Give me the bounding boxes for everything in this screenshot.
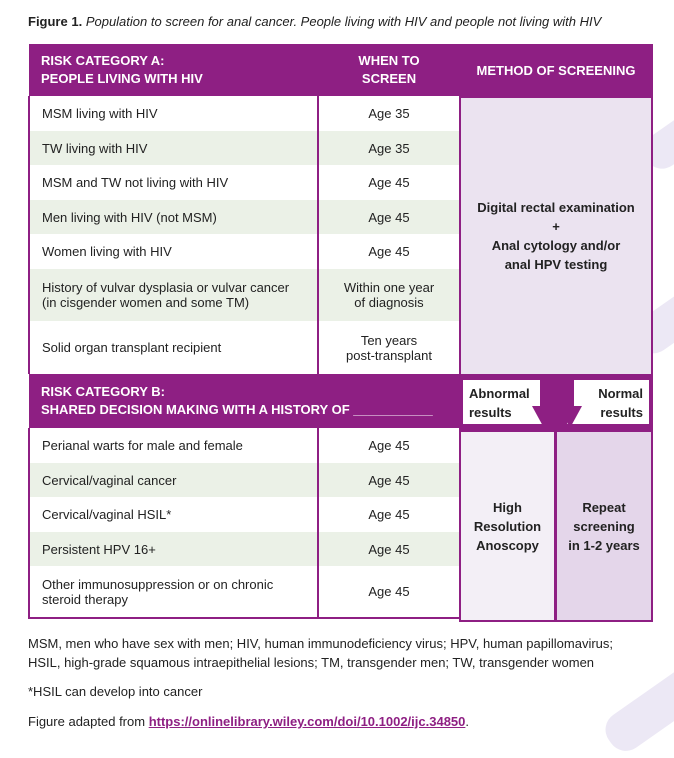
- action-line: in 1-2 years: [568, 537, 640, 553]
- category-b-subtitle: SHARED DECISION MAKING WITH A HISTORY OF ___________: [41, 402, 433, 417]
- abnormal-line: results: [469, 405, 512, 420]
- when-line: post-transplant: [346, 347, 432, 363]
- table-row: [29, 321, 460, 374]
- when-cell: Age 45: [318, 497, 460, 532]
- abnormal-line: Abnormal: [469, 386, 530, 401]
- population-cell: MSM living with HIV: [29, 96, 318, 131]
- normal-line: Normal: [598, 386, 643, 401]
- category-a-subtitle: PEOPLE LIVING WITH HIV: [41, 71, 203, 86]
- when-line: Within one year: [343, 280, 435, 295]
- population-cell: Cervical/vaginal HSIL*: [29, 497, 318, 532]
- population-cell: Women living with HIV: [29, 234, 318, 269]
- when-cell: Age 45: [318, 428, 460, 463]
- normal-line: results: [600, 405, 643, 420]
- when-line: Ten years: [360, 332, 418, 348]
- population-cell: MSM and TW not living with HIV: [29, 165, 318, 200]
- when-header: WHEN TO: [358, 53, 420, 68]
- action-line: Anoscopy: [476, 537, 539, 553]
- population-cell: Persistent HPV 16+: [29, 532, 318, 566]
- method-plus: +: [552, 219, 560, 234]
- population-cell: TW living with HIV: [29, 131, 318, 165]
- table-row: [29, 463, 460, 497]
- population-line: (in cisgender women and some TM): [42, 295, 250, 310]
- screening-figure: [28, 44, 653, 622]
- source-suffix: .: [465, 714, 470, 729]
- population-cell: [29, 566, 318, 618]
- action-line: High: [493, 499, 522, 515]
- method-line: Digital rectal examination: [477, 200, 635, 215]
- category-b-header: [29, 374, 460, 428]
- source-note: [28, 712, 469, 731]
- screening-table: [28, 44, 461, 619]
- when-cell: Age 35: [318, 131, 460, 165]
- abbreviations-line: MSM, men who have sex with men; HIV, human immunodeficiency virus; HPV, human papillomavirus;: [28, 636, 614, 651]
- when-cell: Age 45: [318, 200, 460, 234]
- table-row: [29, 200, 460, 234]
- when-cell: Age 45: [318, 463, 460, 497]
- category-b-title: RISK CATEGORY B:: [41, 384, 165, 399]
- action-line: screening: [573, 518, 635, 534]
- table-row: [29, 428, 460, 463]
- population-line: steroid therapy: [42, 591, 128, 607]
- when-cell: Age 45: [318, 532, 460, 566]
- source-link[interactable]: https://onlinelibrary.wiley.com/doi/10.1002/ijc.34850: [148, 714, 466, 729]
- abnormal-action-box: [459, 430, 556, 622]
- population-cell: Perianal warts for male and female: [29, 428, 318, 463]
- table-row: [29, 269, 460, 321]
- when-cell: Age 45: [318, 165, 460, 200]
- hsil-footnote: *HSIL can develop into cancer: [28, 684, 203, 699]
- when-line: of diagnosis: [354, 295, 424, 310]
- background-decoration: [598, 662, 674, 758]
- arrow-down-icon: [558, 376, 582, 430]
- arrow-down-icon: [532, 376, 556, 430]
- population-line: History of vulvar dysplasia or vulvar cancer: [42, 280, 290, 295]
- population-cell: Men living with HIV (not MSM): [29, 200, 318, 234]
- action-line: Resolution: [473, 518, 542, 534]
- when-cell: Age 45: [318, 234, 460, 269]
- source-prefix: Figure adapted from: [28, 714, 149, 729]
- table-row: [29, 234, 460, 269]
- population-line: Other immunosuppression or on chronic: [42, 576, 274, 592]
- method-line: anal HPV testing: [504, 257, 608, 272]
- table-row: [29, 96, 460, 131]
- method-line: Anal cytology and/or: [491, 238, 621, 253]
- table-row: [29, 497, 460, 532]
- table-row: [29, 165, 460, 200]
- population-cell: Solid organ transplant recipient: [29, 321, 318, 374]
- table-row: [29, 566, 460, 618]
- caption-label: Figure 1.: [28, 14, 83, 29]
- when-header-line2: SCREEN: [361, 71, 417, 86]
- abbreviations-note: [28, 634, 613, 672]
- when-cell: Age 45: [318, 566, 460, 618]
- method-box: [459, 96, 653, 376]
- table-row: [29, 131, 460, 165]
- table-row: [29, 532, 460, 566]
- action-line: Repeat: [582, 499, 626, 515]
- when-cell: [318, 321, 460, 374]
- figure-caption: [28, 14, 601, 29]
- population-cell: Cervical/vaginal cancer: [29, 463, 318, 497]
- when-cell: Age 35: [318, 96, 460, 131]
- abbreviations-line: HSIL, high-grade squamous intraepithelial lesions; TM, transgender men; TW, transgender women: [28, 655, 595, 670]
- method-header: METHOD OF SCREENING: [459, 44, 653, 96]
- population-cell: [29, 269, 318, 321]
- category-a-title: RISK CATEGORY A:: [41, 53, 165, 68]
- when-cell: [318, 269, 460, 321]
- category-a-header: [29, 44, 460, 96]
- caption-text: Population to screen for anal cancer. People living with HIV and people not living with HIV: [85, 14, 602, 29]
- normal-action-box: [555, 430, 653, 622]
